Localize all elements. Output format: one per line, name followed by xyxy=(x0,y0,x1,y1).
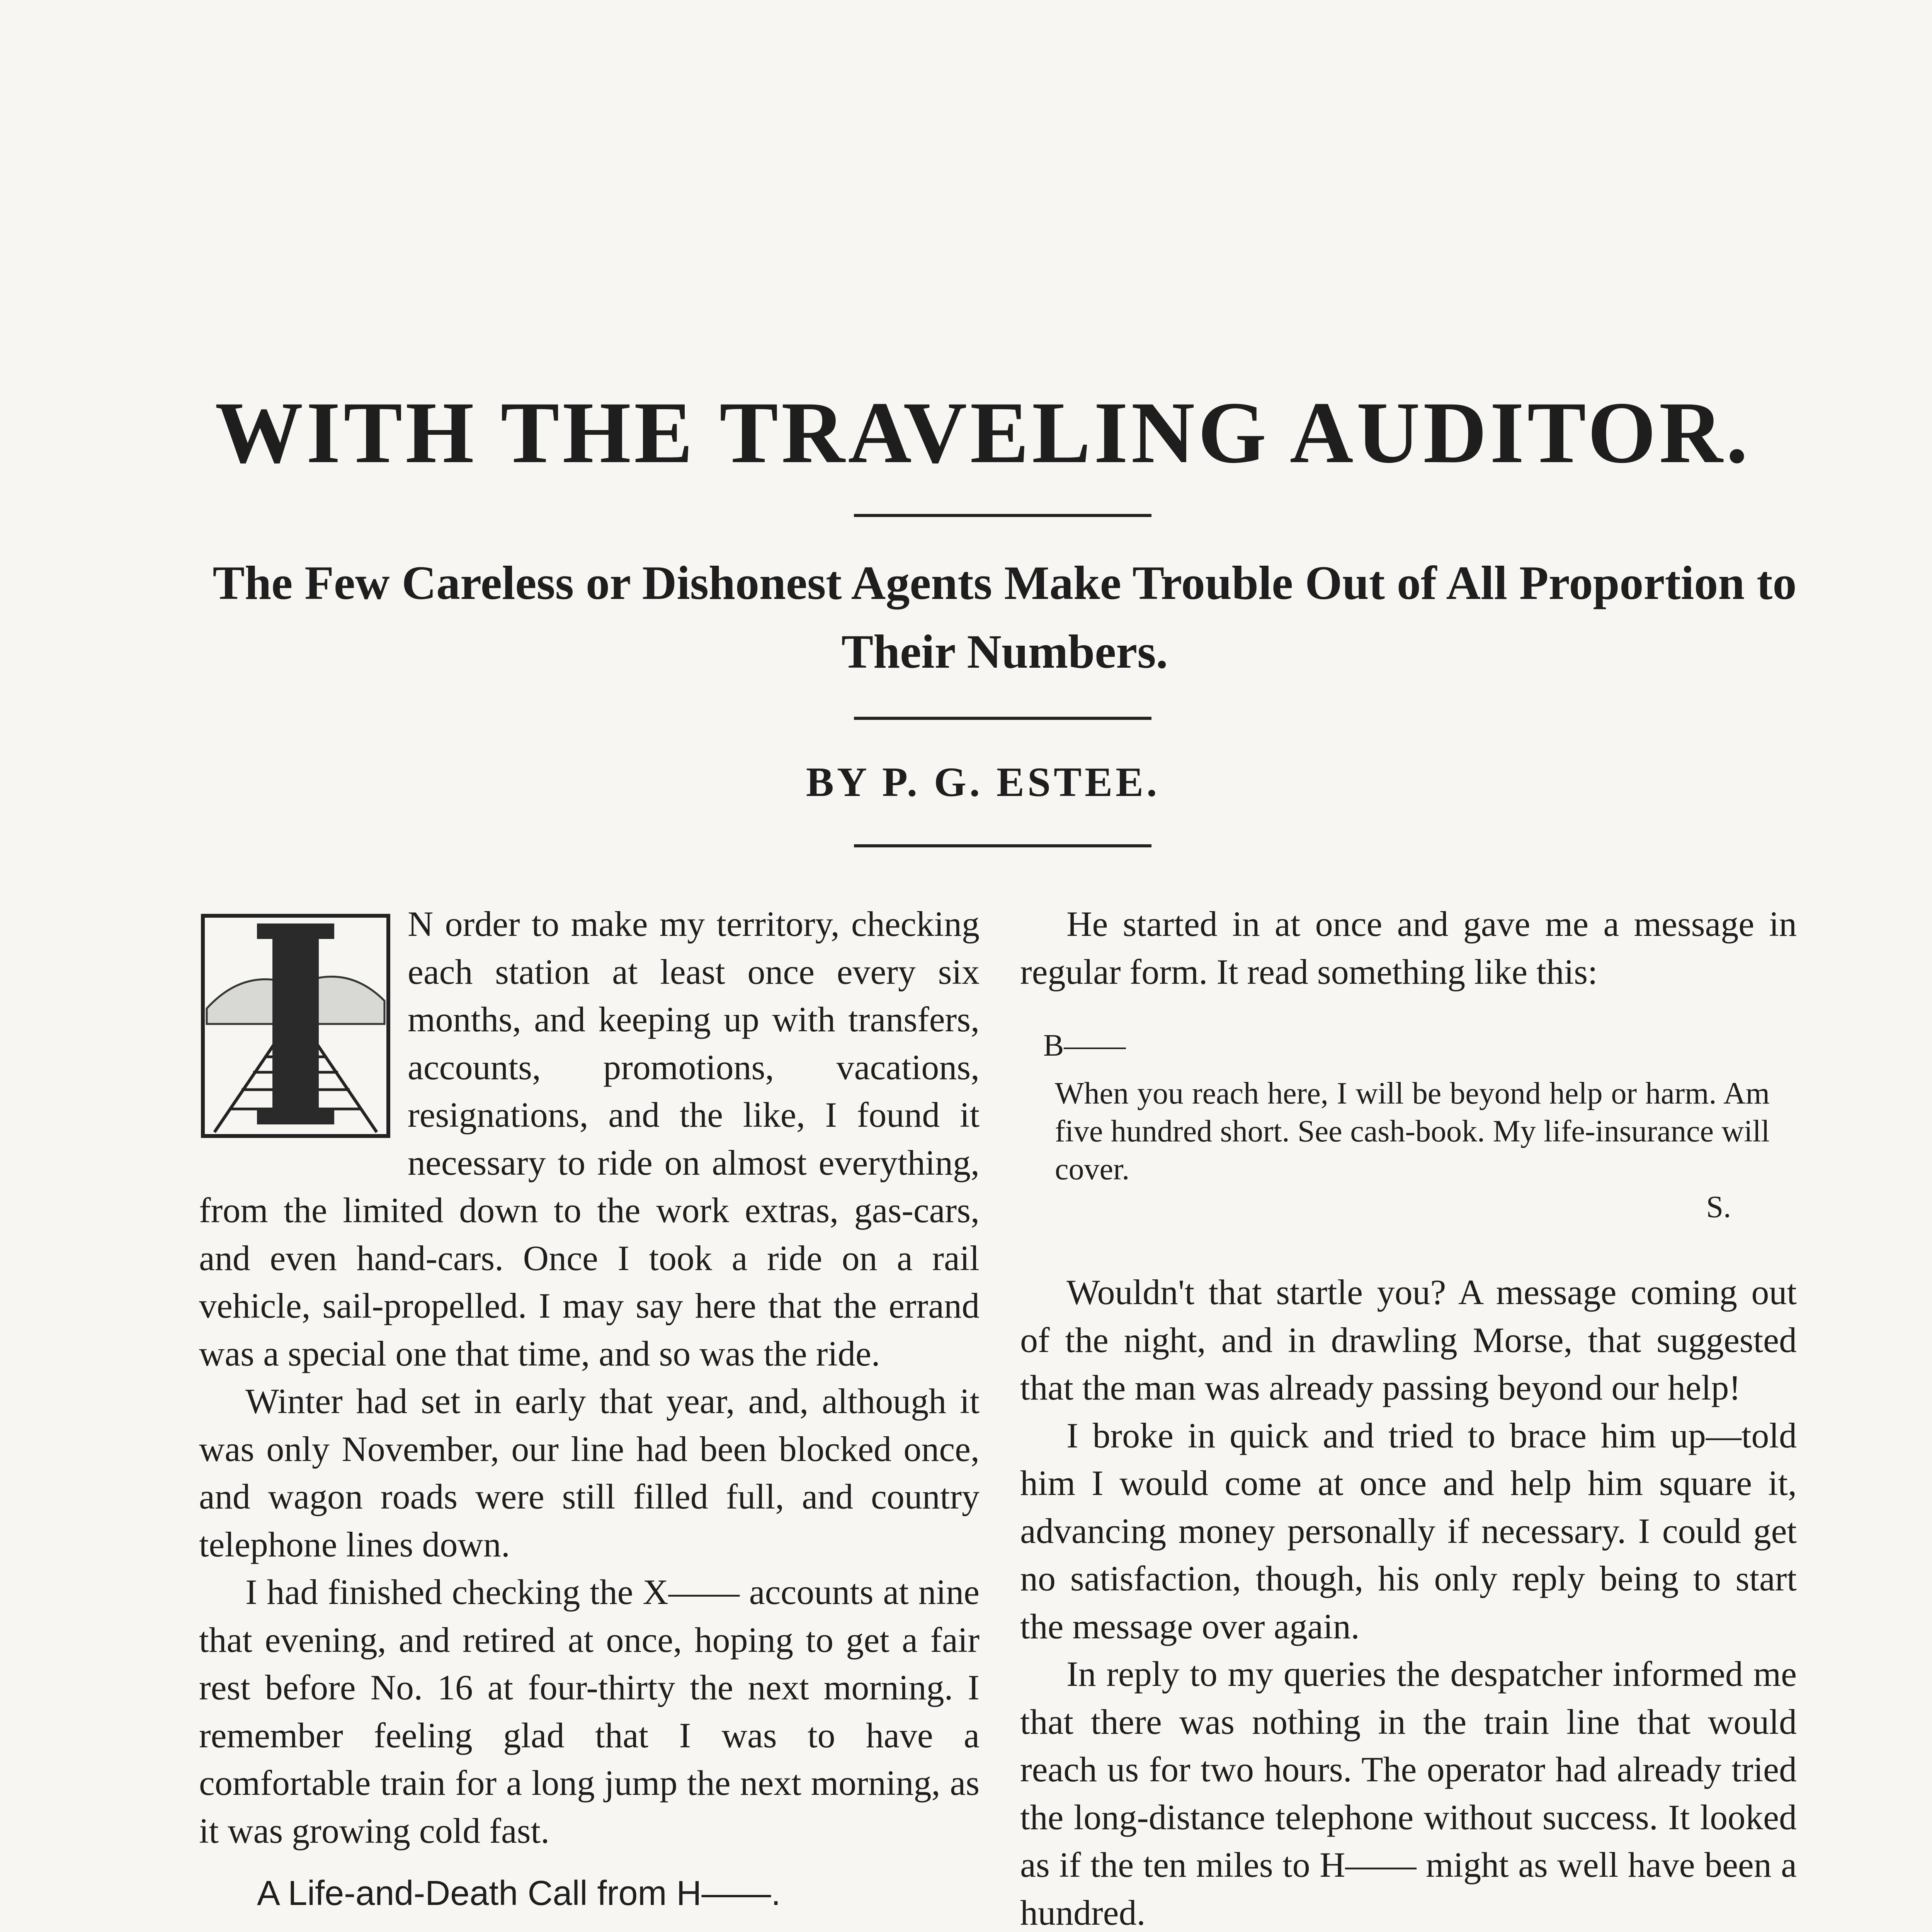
left-paragraph-2: Winter had set in early that year, and, although it was only November, our line had been blocked once, and wagon roads were still filled full, and country telephone lines down. xyxy=(199,1381,980,1564)
dropcap-illustration xyxy=(199,908,392,1140)
right-column xyxy=(1020,900,1797,1932)
right-paragraph-1: He started in at once and gave me a message in regular form. It read something like this: xyxy=(1020,904,1797,992)
telegram-recipient: B—— xyxy=(1043,1029,1126,1063)
article-byline: BY P. G. ESTEE. xyxy=(806,759,1160,805)
left-paragraph-3: I had finished checking the X—— accounts at nine that evening, and retired at once, hoping to get a fair rest before No. 16 at four-thirty the next morning. I remember feeling glad that I was to have a comfortable train for a long jump the next morning, as it was growing cold fast. xyxy=(199,1572,980,1850)
article-title: WITH THE TRAVELING AUDITOR. xyxy=(215,384,1751,481)
right-paragraph-4: In reply to my queries the despatcher informed me that there was nothing in the train line that would reach us for two hours. The operator had already tried the long-distance telephone without success. It looked as if the ten miles to H—— might as well have been a hundred. xyxy=(1020,1654,1797,1932)
left-paragraph-1: N order to make my territory, checking each station at least once every six months, and keeping up with transfers, accounts, promotions, vacations, resignations, and the like, I found it necessary to ride on almost everything, from the limited down to the work extras, gas-cars, and even hand-cars. Once I took a ride on a rail vehicle, sail-propelled. I may say here that the errand was a special one that time, and so was the ride. xyxy=(199,904,980,1373)
telegram-body: When you reach here, I will be beyond help or harm. Am five hundred short. See cash-book. My life-insurance will cover. xyxy=(1055,1077,1770,1186)
right-paragraph-2: Wouldn't that startle you? A message coming out of the night, and in drawling Morse, that suggested that the man was already passing beyond our help! xyxy=(1020,1272,1797,1407)
article-subtitle: The Few Careless or Dishonest Agents Make Trouble Out of All Proportion to Their Numbers. xyxy=(213,556,1797,678)
telegram-signature: S. xyxy=(1706,1190,1731,1224)
subtitle-rule xyxy=(854,717,1151,720)
left-column xyxy=(199,900,980,1932)
right-paragraph-3: I broke in quick and tried to brace him up—told him I would come at once and help him square it, advancing money personally if necessary. I could get no satisfaction, though, his only reply being to start the message over again. xyxy=(1020,1415,1797,1646)
section-subhead: A Life-and-Death Call from H——. xyxy=(257,1874,781,1913)
title-rule xyxy=(854,514,1151,517)
telegram-message xyxy=(1020,1027,1797,1226)
railroad-track-icon xyxy=(199,908,392,1140)
byline-rule xyxy=(854,844,1151,847)
